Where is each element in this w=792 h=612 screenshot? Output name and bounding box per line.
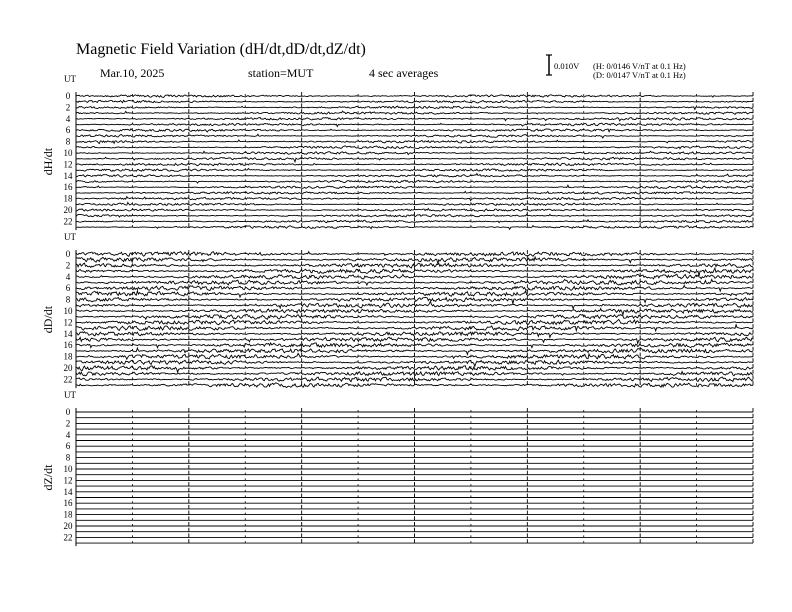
hour-label: 16 <box>63 182 73 193</box>
hour-label: 16 <box>63 340 73 351</box>
hour-label: 14 <box>63 328 73 339</box>
hour-label: 0 <box>65 91 71 101</box>
hour-label: 6 <box>65 125 71 136</box>
ut-label: UT <box>64 232 76 242</box>
panel-ylabel: dH/dt <box>41 147 55 176</box>
panel-3 <box>41 390 753 546</box>
chart-title: Magnetic Field Variation (dH/dt,dD/dt,dZ/dt) <box>76 41 366 58</box>
hour-label: 4 <box>65 113 71 124</box>
date-label: Mar.10, 2025 <box>100 66 165 80</box>
hour-label: 2 <box>65 260 71 271</box>
hour-label: 18 <box>63 509 73 520</box>
hour-label: 8 <box>65 136 71 147</box>
hour-label: 10 <box>63 306 73 316</box>
hour-label: 0 <box>65 249 71 259</box>
averaging-label: 4 sec averages <box>369 66 439 80</box>
hour-label: 10 <box>63 148 73 158</box>
hour-label: 0 <box>65 407 71 417</box>
ut-label: UT <box>64 390 76 400</box>
hour-label: 4 <box>65 429 71 440</box>
scale-value: 0.010V <box>554 61 580 71</box>
hour-label: 20 <box>63 363 73 373</box>
hour-label: 20 <box>63 205 73 215</box>
hour-label: 6 <box>65 441 71 452</box>
scale-bar <box>546 55 552 75</box>
hour-label: 14 <box>63 170 73 181</box>
panel-2 <box>41 232 753 388</box>
hour-label: 2 <box>65 418 71 429</box>
hour-label: 22 <box>63 216 73 227</box>
hour-label: 16 <box>63 498 73 509</box>
station-label: station=MUT <box>248 66 314 80</box>
panel-1 <box>41 74 753 230</box>
hour-label: 22 <box>63 374 73 385</box>
scale-h-sensitivity: (H: 0/0146 V/nT at 0.1 Hz) <box>593 61 686 71</box>
hour-label: 6 <box>65 283 71 294</box>
hour-label: 22 <box>63 532 73 543</box>
hour-label: 18 <box>63 193 73 204</box>
hour-label: 2 <box>65 102 71 113</box>
hour-label: 12 <box>63 159 73 170</box>
hour-label: 4 <box>65 271 71 282</box>
scale-d-sensitivity: (D: 0/0147 V/nT at 0.1 Hz) <box>593 70 686 80</box>
hour-label: 12 <box>63 317 73 328</box>
panel-ylabel: dZ/dt <box>41 464 55 491</box>
hour-label: 14 <box>63 486 73 497</box>
hour-label: 18 <box>63 351 73 362</box>
panel-ylabel: dD/dt <box>41 305 55 334</box>
hour-label: 20 <box>63 521 73 531</box>
hour-label: 10 <box>63 464 73 474</box>
ut-label: UT <box>64 74 76 84</box>
hour-label: 8 <box>65 452 71 463</box>
hour-label: 12 <box>63 475 73 486</box>
hour-label: 8 <box>65 294 71 305</box>
